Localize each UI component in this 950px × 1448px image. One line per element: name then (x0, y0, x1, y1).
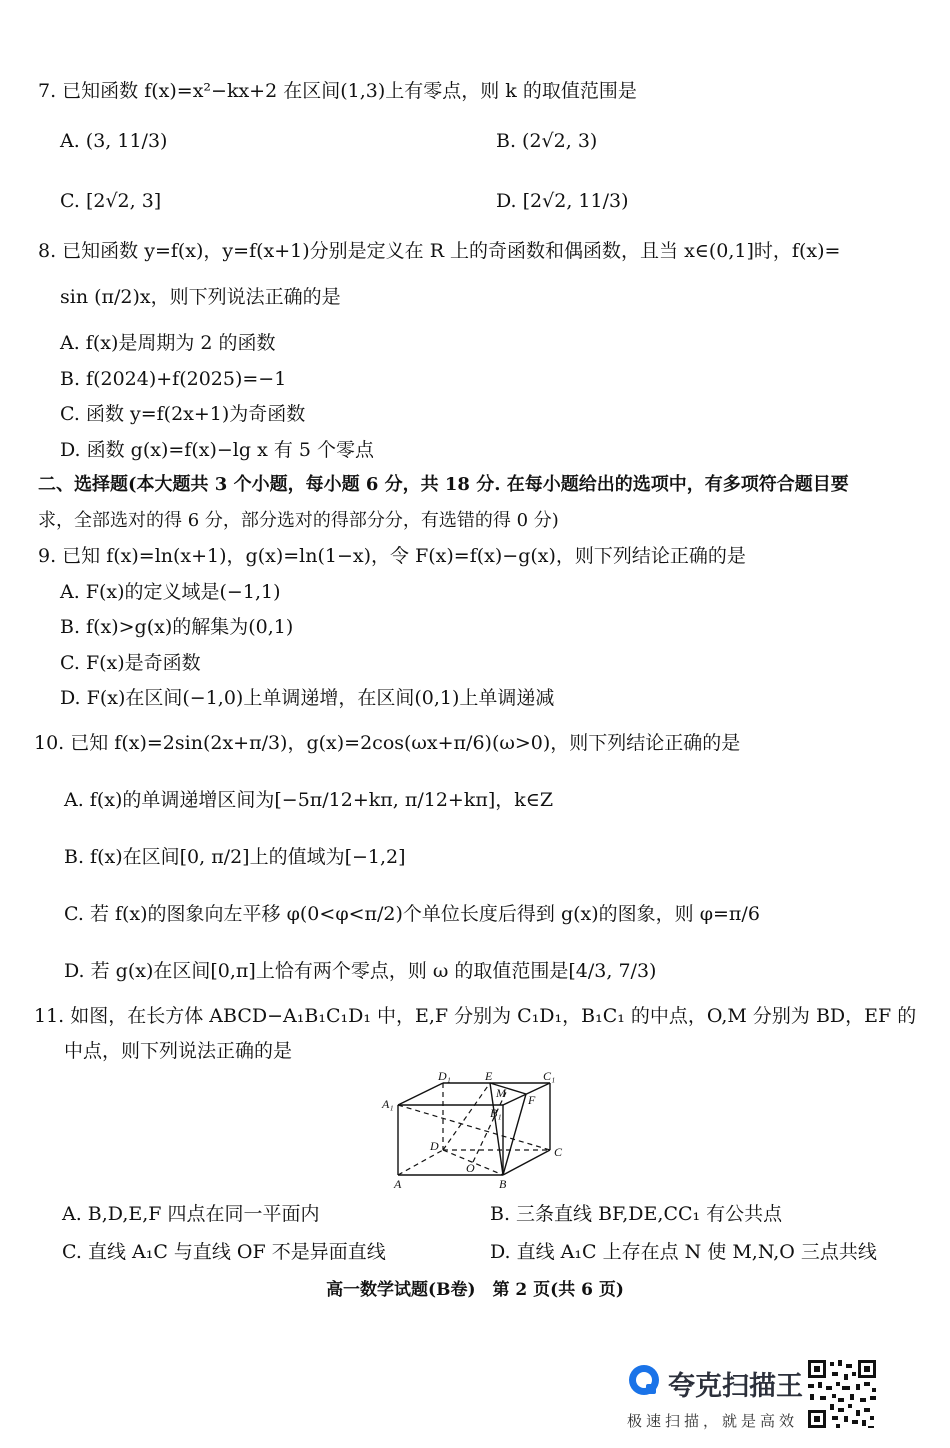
label-b: B (499, 1177, 507, 1190)
watermark-title: 夸克扫描王 (668, 1371, 803, 1402)
edge-a1-d1 (398, 1083, 443, 1105)
q8-stem-line1: 8. 已知函数 y=f(x)，y=f(x+1)分别是定义在 R 上的奇函数和偶函数，且当 x∈(0,1]时，f(x)= (38, 240, 841, 262)
edge-b1-c1 (503, 1083, 550, 1105)
diagonal-a1c-hidden (398, 1105, 550, 1150)
q9-option-d: D. F(x)在区间(−1,0)上单调递增，在区间(0,1)上单调递减 (60, 687, 555, 709)
label-o: O (466, 1161, 475, 1175)
q9-option-b: B. f(x)>g(x)的解集为(0,1) (60, 616, 294, 638)
q7-stem: 7. 已知函数 f(x)=x²−kx+2 在区间(1,3)上有零点，则 k 的取值范围是 (38, 80, 637, 102)
q9-option-c: C. F(x)是奇函数 (60, 652, 201, 674)
q8-option-c: C. 函数 y=f(2x+1)为奇函数 (60, 403, 306, 425)
edge-b-c (503, 1150, 550, 1175)
label-a1: A₁ (382, 1097, 394, 1111)
label-m: M (496, 1086, 506, 1100)
q10-option-d: D. 若 g(x)在区间[0,π]上恰有两个零点，则 ω 的取值范围是[4/3, 7/3) (64, 960, 657, 982)
q7-option-b: B. (2√2, 3) (496, 130, 598, 152)
page-footer: 高一数学试题(B卷) 第 2 页(共 6 页) (326, 1280, 624, 1300)
label-d: D (430, 1139, 439, 1153)
q10-stem: 10. 已知 f(x)=2sin(2x+π/3)，g(x)=2cos(ωx+π/6)(ω>0)，则下列结论正确的是 (34, 732, 741, 754)
label-e: E (485, 1070, 493, 1083)
q8-stem-line2: sin (π/2)x，则下列说法正确的是 (60, 286, 341, 308)
q11-option-c: C. 直线 A₁C 与直线 OF 不是异面直线 (62, 1241, 386, 1263)
quark-logo-icon (626, 1362, 662, 1398)
label-b1: B₁ (490, 1106, 502, 1120)
label-c1: C₁ (543, 1070, 556, 1083)
section2-instructions-line2: 求，全部选对的得 6 分，部分选对的得部分分，有选错的得 0 分) (38, 510, 559, 531)
edge-a-d-hidden (398, 1150, 443, 1175)
segment-fb (503, 1094, 526, 1175)
q8-option-d: D. 函数 g(x)=f(x)−lg x 有 5 个零点 (60, 439, 374, 461)
qr-code (806, 1358, 878, 1430)
label-a: A (394, 1177, 402, 1190)
q9-option-a: A. F(x)的定义域是(−1,1) (60, 581, 281, 603)
segment-de-hidden (443, 1083, 490, 1150)
cuboid-figure (378, 1070, 578, 1190)
q7-option-a: A. (3, 11/3) (60, 130, 168, 152)
q7-option-c: C. [2√2, 3] (60, 190, 162, 212)
label-f: F (528, 1093, 536, 1107)
q7-option-d: D. [2√2, 11/3) (496, 190, 629, 212)
q11-option-d: D. 直线 A₁C 上存在点 N 使 M,N,O 三点共线 (490, 1241, 877, 1263)
q11-stem-line2: 中点，则下列说法正确的是 (64, 1040, 293, 1062)
label-d1: D₁ (438, 1070, 451, 1083)
q9-stem: 9. 已知 f(x)=ln(x+1)，g(x)=ln(1−x)，令 F(x)=f(x)−g(x)，则下列结论正确的是 (38, 545, 746, 567)
section2-instructions-line1: 二、选择题(本大题共 3 个小题，每小题 6 分，共 18 分. 在每小题给出的选项中，有多项符合题目要 (38, 474, 849, 495)
label-c: C (554, 1145, 563, 1159)
q11-option-a: A. B,D,E,F 四点在同一平面内 (62, 1203, 320, 1225)
q10-option-a: A. f(x)的单调递增区间为[−5π/12+kπ, π/12+kπ]，k∈Z (64, 789, 554, 811)
watermark-subtitle: 极速扫描，就是高效 (627, 1412, 799, 1430)
q10-option-c: C. 若 f(x)的图象向左平移 φ(0<φ<π/2)个单位长度后得到 g(x)的图象，则 φ=π/6 (64, 903, 760, 925)
q10-option-b: B. f(x)在区间[0, π/2]上的值域为[−1,2] (64, 846, 406, 868)
q8-option-b: B. f(2024)+f(2025)=−1 (60, 368, 287, 390)
q11-option-b: B. 三条直线 BF,DE,CC₁ 有公共点 (490, 1203, 783, 1225)
q8-option-a: A. f(x)是周期为 2 的函数 (60, 332, 276, 354)
q11-stem-line1: 11. 如图，在长方体 ABCD−A₁B₁C₁D₁ 中，E,F 分别为 C₁D₁，B₁C₁ 的中点，O,M 分别为 BD，EF 的 (34, 1005, 917, 1027)
